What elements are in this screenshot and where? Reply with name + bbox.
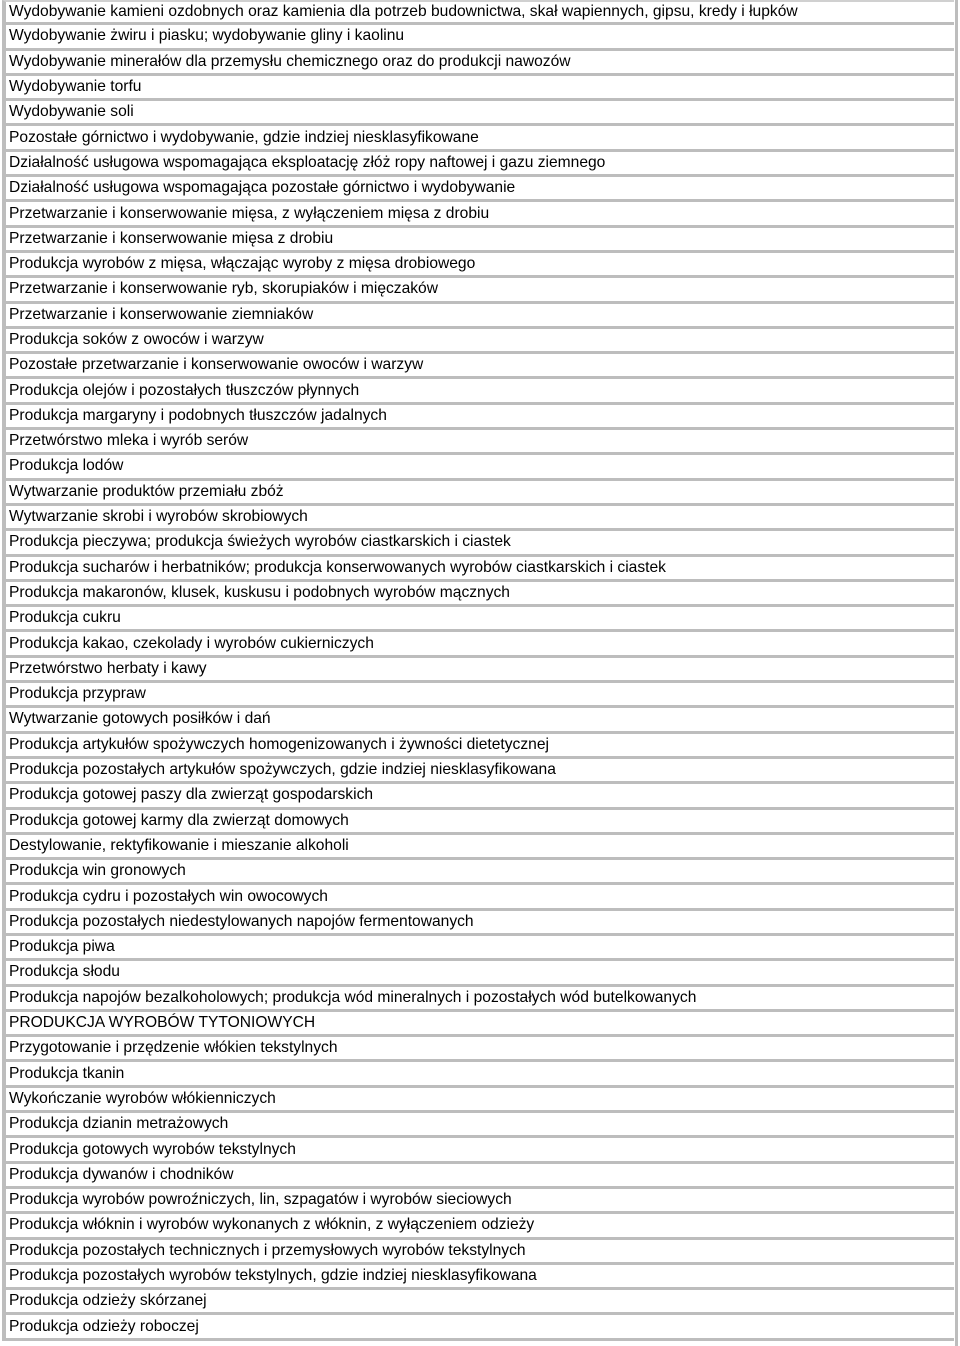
table-row [2, 860, 954, 885]
activity-description: Produkcja napojów bezalkoholowych; produkcja wód mineralnych i pozostałych wód butelkowanych [9, 988, 697, 1006]
table-row [2, 1290, 954, 1315]
table-row [2, 810, 954, 835]
table-row [2, 278, 954, 303]
activity-description: Działalność usługowa wspomagająca pozostałe górnictwo i wydobywanie [9, 179, 516, 197]
activity-description: Produkcja przypraw [9, 685, 146, 703]
activity-description: Produkcja odzieży skórzanej [9, 1292, 207, 1310]
activity-table [2, 0, 954, 1341]
table-row [2, 228, 954, 253]
activity-description: Produkcja pozostałych niedestylowanych napojów fermentowanych [9, 912, 474, 930]
activity-description: Przetwórstwo mleka i wyrób serów [9, 432, 249, 450]
table-row [2, 126, 954, 151]
table-row [2, 405, 954, 430]
table-row [2, 1265, 954, 1290]
activity-description: Produkcja gotowej paszy dla zwierząt gospodarskich [9, 786, 374, 804]
activity-description: Wytwarzanie gotowych posiłków i dań [9, 710, 271, 728]
activity-description: Produkcja lodów [9, 457, 124, 475]
activity-description: Wydobywanie torfu [9, 78, 142, 96]
activity-description: Produkcja olejów i pozostałych tłuszczów płynnych [9, 381, 360, 399]
activity-description: Produkcja artykułów spożywczych homogenizowanych i żywności dietetycznej [9, 735, 549, 753]
table-row [2, 304, 954, 329]
activity-description: Przetwarzanie i konserwowanie ryb, skorupiaków i mięczaków [9, 280, 438, 298]
table-row [2, 531, 954, 556]
activity-description: Produkcja piwa [9, 938, 115, 956]
table-row [2, 987, 954, 1012]
table-row [2, 101, 954, 126]
activity-description: Przetwarzanie i konserwowanie ziemniaków [9, 305, 314, 323]
table-row [2, 379, 954, 404]
table-row [2, 759, 954, 784]
activity-description: Wydobywanie minerałów dla przemysłu chemicznego oraz do produkcji nawozów [9, 52, 571, 70]
activity-description: Pozostałe przetwarzanie i konserwowanie owoców i warzyw [9, 356, 424, 374]
table-row [2, 607, 954, 632]
table-row [2, 76, 954, 101]
activity-description: Produkcja pieczywa; produkcja świeżych wyrobów ciastkarskich i ciastek [9, 533, 511, 551]
table-row [2, 1315, 954, 1340]
table-row [2, 506, 954, 531]
activity-description: Produkcja cydru i pozostałych win owocowych [9, 887, 328, 905]
table-row [2, 734, 954, 759]
activity-description: Produkcja makaronów, klusek, kuskusu i podobnych wyrobów mącznych [9, 583, 510, 601]
activity-description: Produkcja dzianin metrażowych [9, 1115, 229, 1133]
activity-description: Produkcja soków z owoców i warzyw [9, 331, 264, 348]
table-row [2, 152, 954, 177]
activity-description: Destylowanie, rektyfikowanie i mieszanie alkoholi [9, 836, 349, 854]
activity-description: Produkcja gotowej karmy dla zwierząt domowych [9, 811, 349, 829]
table-row [2, 253, 954, 278]
activity-description: Wykończanie wyrobów włókienniczych [9, 1089, 276, 1107]
table-row [2, 784, 954, 809]
table-row [2, 885, 954, 910]
table-row [2, 683, 954, 708]
activity-description: Produkcja dywanów i chodników [9, 1165, 234, 1183]
activity-description: Produkcja pozostałych wyrobów tekstylnych, gdzie indziej niesklasyfikowana [9, 1266, 537, 1284]
table-row [2, 708, 954, 733]
table-row [2, 202, 954, 227]
table-row [2, 354, 954, 379]
table-row [2, 430, 954, 455]
table-row [2, 1012, 954, 1037]
activity-description: Przetwarzanie i konserwowanie mięsa, z wyłączeniem mięsa z drobiu [9, 204, 490, 222]
activity-description: Wydobywanie żwiru i piasku; wydobywanie gliny i kaolinu [9, 27, 405, 45]
table-row [2, 658, 954, 683]
table-row [2, 1164, 954, 1189]
table-row [2, 51, 954, 76]
table-row [2, 632, 954, 657]
activity-description: Przygotowanie i przędzenie włókien tekstylnych [9, 1039, 338, 1057]
activity-description: Produkcja win gronowych [9, 862, 186, 880]
table-row [2, 936, 954, 961]
activity-description: Produkcja wyrobów z mięsa, włączając wyroby z mięsa drobiowego [9, 255, 476, 273]
activity-description: Działalność usługowa wspomagająca eksploatację złóż ropy naftowej i gazu ziemnego [9, 153, 606, 171]
table-row [2, 1037, 954, 1062]
table-row [2, 835, 954, 860]
activity-description: Produkcja gotowych wyrobów tekstylnych [9, 1140, 296, 1158]
activity-description: Produkcja odzieży roboczej [9, 1317, 199, 1335]
table-row [2, 177, 954, 202]
table-row [2, 1062, 954, 1087]
table-row [2, 455, 954, 480]
table-row [2, 1138, 954, 1163]
activity-description: Produkcja pozostałych technicznych i przemysłowych wyrobów tekstylnych [9, 1241, 526, 1259]
table-row [2, 1240, 954, 1265]
activity-description: Produkcja słodu [9, 963, 120, 981]
table-row [2, 25, 954, 50]
activity-description: Produkcja sucharów i herbatników; produkcja konserwowanych wyrobów ciastkarskich i ciastek [9, 558, 666, 576]
activity-description: Produkcja kakao, czekolady i wyrobów cukierniczych [9, 634, 374, 652]
table-row [2, 1189, 954, 1214]
activity-description: Przetwarzanie i konserwowanie mięsa z drobiu [9, 229, 334, 247]
table-row [2, 1088, 954, 1113]
table-row [2, 481, 954, 506]
activity-description: Pozostałe górnictwo i wydobywanie, gdzie indziej niesklasyfikowane [9, 128, 479, 146]
activity-description: Wytwarzanie skrobi i wyrobów skrobiowych [9, 508, 308, 526]
activity-description: Produkcja pozostałych artykułów spożywczych, gdzie indziej niesklasyfikowana [9, 761, 556, 779]
table-row [2, 961, 954, 986]
table-row [2, 1214, 954, 1239]
table-row [2, 0, 954, 25]
activity-description: Produkcja włóknin i wyrobów wykonanych z włóknin, z wyłączeniem odzieży [9, 1216, 535, 1234]
table-row [2, 1113, 954, 1138]
activity-description: Wytwarzanie produktów przemiału zbóż [9, 482, 284, 500]
activity-description: Produkcja tkanin [9, 1064, 125, 1082]
table-right-border [955, 0, 958, 1346]
table-row [2, 911, 954, 936]
activity-description: Produkcja margaryny i podobnych tłuszczów jadalnych [9, 406, 387, 424]
table-row [2, 329, 954, 354]
table-row [2, 557, 954, 582]
activity-description: PRODUKCJA WYROBÓW TYTONIOWYCH [9, 1014, 316, 1032]
activity-description: Wydobywanie kamieni ozdobnych oraz kamienia dla potrzeb budownictwa, skał wapiennych, gipsu, kredy i łupków [9, 3, 798, 21]
table-row [2, 582, 954, 607]
activity-description: Przetwórstwo herbaty i kawy [9, 659, 207, 677]
activity-description: Produkcja cukru [9, 609, 121, 627]
activity-description: Wydobywanie soli [9, 103, 134, 121]
activity-description: Produkcja wyrobów powroźniczych, lin, szpagatów i wyrobów sieciowych [9, 1191, 512, 1209]
